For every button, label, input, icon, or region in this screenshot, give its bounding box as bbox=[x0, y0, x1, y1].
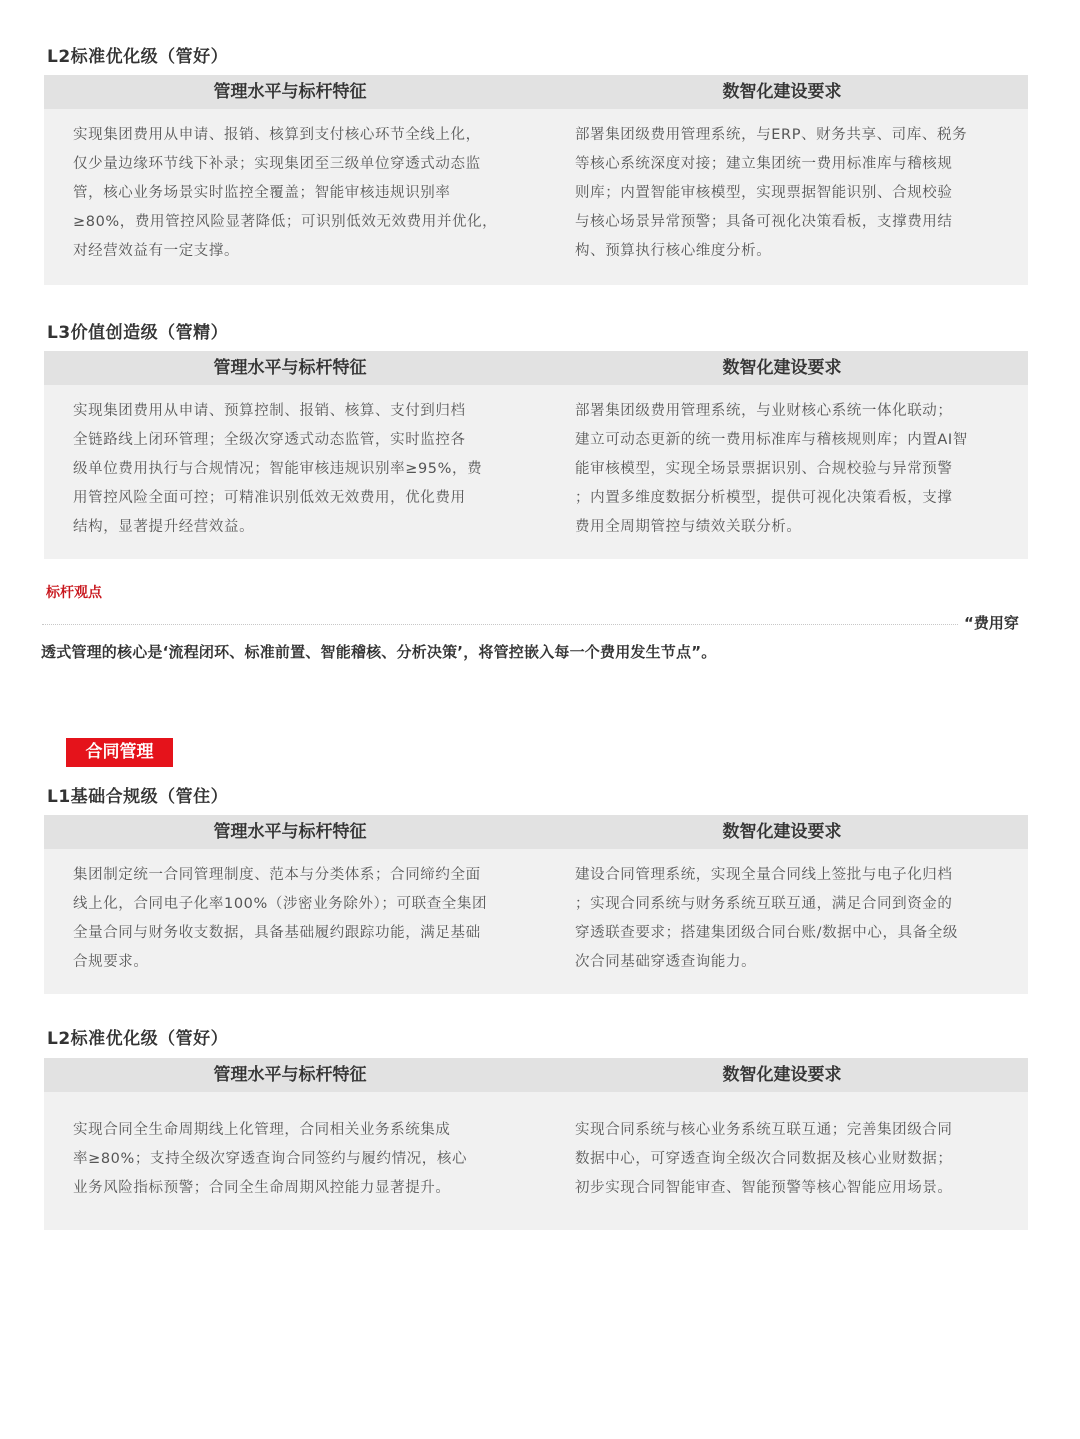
text-line: 结构，显著提升经营效益。 bbox=[73, 519, 255, 535]
header-digital-requirements: 数智化建设要求 bbox=[722, 822, 842, 842]
text-line: 构、预算执行核心维度分析。 bbox=[575, 243, 772, 259]
text-line: 仅少量边缘环节线下补录；实现集团至三级单位穿透式动态监 bbox=[73, 156, 481, 172]
text-line: 级单位费用执行与合规情况；智能审核违规识别率≥95%，费 bbox=[73, 461, 483, 477]
header-digital-requirements: 数智化建设要求 bbox=[722, 1065, 842, 1085]
text-line: 穿透联查要求；搭建集团级合同台账/数据中心，具备全级 bbox=[575, 925, 958, 941]
text-line: 管，核心业务场景实时监控全覆盖；智能审核违规识别率 bbox=[73, 185, 451, 201]
table-contract-l2 bbox=[44, 1058, 1028, 1230]
text-line: 部署集团级费用管理系统，与ERP、财务共享、司库、税务 bbox=[575, 127, 968, 143]
viewpoint-quote-start: “费用穿 bbox=[964, 614, 1019, 632]
digital-requirements-cell bbox=[575, 861, 1001, 977]
header-management-level: 管理水平与标杆特征 bbox=[213, 1065, 367, 1085]
digital-requirements-cell bbox=[575, 397, 1001, 542]
digital-requirements-cell bbox=[575, 1116, 1001, 1203]
text-line: ；实现合同系统与财务系统互联互通，满足合同到资金的 bbox=[575, 896, 953, 912]
divider bbox=[42, 624, 958, 625]
management-level-cell bbox=[73, 397, 518, 542]
text-line: ；内置多维度数据分析模型，提供可视化决策看板，支撑 bbox=[575, 490, 953, 506]
text-line: 率≥80%；支持全级次穿透查询合同签约与履约情况，核心 bbox=[73, 1151, 468, 1167]
viewpoint-title: 标杆观点 bbox=[46, 585, 102, 601]
table-header bbox=[44, 815, 1028, 849]
header-digital-requirements: 数智化建设要求 bbox=[722, 358, 842, 378]
text-line: 费用全周期管控与绩效关联分析。 bbox=[575, 519, 802, 535]
management-level-cell bbox=[73, 861, 518, 977]
table-contract-l1 bbox=[44, 815, 1028, 994]
text-line: 合规要求。 bbox=[73, 954, 149, 970]
header-management-level: 管理水平与标杆特征 bbox=[213, 82, 367, 102]
text-line: 实现合同系统与核心业务系统互联互通；完善集团级合同 bbox=[575, 1122, 953, 1138]
level-title-expense-l2: L2标准优化级（管好） bbox=[47, 47, 229, 67]
text-line: 建设合同管理系统，实现全量合同线上签批与电子化归档 bbox=[575, 867, 953, 883]
section-tag-contract: 合同管理 bbox=[66, 738, 173, 767]
text-line: 初步实现合同智能审查、智能预警等核心智能应用场景。 bbox=[575, 1180, 953, 1196]
table-header bbox=[44, 1058, 1028, 1092]
text-line: 实现集团费用从申请、预算控制、报销、核算、支付到归档 bbox=[73, 403, 466, 419]
text-line: ≥80%，费用管控风险显著降低；可识别低效无效费用并优化， bbox=[73, 214, 498, 230]
text-line: 则库；内置智能审核模型，实现票据智能识别、合规校验 bbox=[575, 185, 953, 201]
text-line: 用管控风险全面可控；可精准识别低效无效费用，优化费用 bbox=[73, 490, 466, 506]
level-title-contract-l2: L2标准优化级（管好） bbox=[47, 1029, 229, 1049]
table-body bbox=[44, 385, 1028, 542]
table-body bbox=[44, 1092, 1028, 1203]
header-digital-requirements: 数智化建设要求 bbox=[722, 82, 842, 102]
text-line: 建立可动态更新的统一费用标准库与稽核规则库；内置AI智 bbox=[575, 432, 968, 448]
digital-requirements-cell bbox=[575, 121, 1001, 266]
table-header bbox=[44, 351, 1028, 385]
header-management-level: 管理水平与标杆特征 bbox=[213, 358, 367, 378]
table-body bbox=[44, 849, 1028, 977]
level-title-expense-l3: L3价值创造级（管精） bbox=[47, 323, 229, 343]
level-title-contract-l1: L1基础合规级（管住） bbox=[47, 787, 229, 807]
text-line: 能审核模型，实现全场景票据识别、合规校验与异常预警 bbox=[575, 461, 953, 477]
text-line: 全链路线上闭环管理；全级次穿透式动态监管，实时监控各 bbox=[73, 432, 466, 448]
viewpoint-quote: 透式管理的核心是‘流程闭环、标准前置、智能稽核、分析决策’，将管控嵌入每一个费用发生节点”。 bbox=[41, 643, 717, 661]
text-line: 部署集团级费用管理系统，与业财核心系统一体化联动； bbox=[575, 403, 953, 419]
management-level-cell bbox=[73, 1116, 518, 1203]
text-line: 业务风险指标预警；合同全生命周期风控能力显著提升。 bbox=[73, 1180, 451, 1196]
management-level-cell bbox=[73, 121, 518, 266]
text-line: 全量合同与财务收支数据，具备基础履约跟踪功能，满足基础 bbox=[73, 925, 481, 941]
table-header bbox=[44, 75, 1028, 109]
text-line: 线上化，合同电子化率100%（涉密业务除外）；可联查全集团 bbox=[73, 896, 488, 912]
table-body bbox=[44, 109, 1028, 266]
text-line: 与核心场景异常预警；具备可视化决策看板，支撑费用结 bbox=[575, 214, 953, 230]
text-line: 等核心系统深度对接；建立集团统一费用标准库与稽核规 bbox=[575, 156, 953, 172]
text-line: 实现合同全生命周期线上化管理，合同相关业务系统集成 bbox=[73, 1122, 451, 1138]
text-line: 对经营效益有一定支撑。 bbox=[73, 243, 240, 259]
text-line: 实现集团费用从申请、报销、核算到支付核心环节全线上化， bbox=[73, 127, 481, 143]
table-expense-l3 bbox=[44, 351, 1028, 559]
header-management-level: 管理水平与标杆特征 bbox=[213, 822, 367, 842]
text-line: 数据中心，可穿透查询全级次合同数据及核心业财数据； bbox=[575, 1151, 953, 1167]
text-line: 次合同基础穿透查询能力。 bbox=[575, 954, 757, 970]
table-expense-l2 bbox=[44, 75, 1028, 285]
text-line: 集团制定统一合同管理制度、范本与分类体系；合同缔约全面 bbox=[73, 867, 481, 883]
